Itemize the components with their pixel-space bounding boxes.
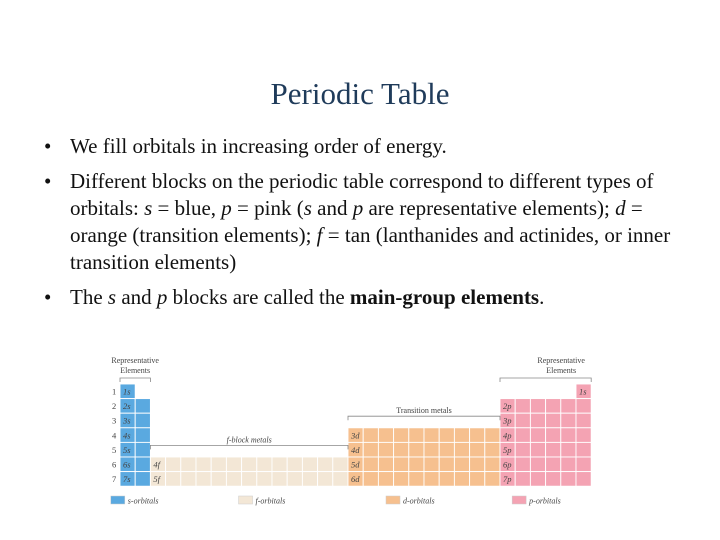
p-block-cell xyxy=(546,442,561,457)
bullet-text: We fill orbitals in increasing order of energy. xyxy=(70,134,447,158)
bullet-dot: • xyxy=(44,169,52,193)
p-block-cell xyxy=(561,442,576,457)
s-block-cell xyxy=(135,442,150,457)
d-block-cell xyxy=(394,428,409,443)
d-orbital-label: 6d xyxy=(351,474,360,485)
s-orbital-label: 7s xyxy=(123,474,131,485)
s-block-cell xyxy=(135,472,150,487)
legend-label: f-orbitals xyxy=(255,496,286,506)
d-block-cell xyxy=(454,442,469,457)
p-block-cell xyxy=(576,428,591,443)
f-block-cell xyxy=(166,472,181,487)
f-block-cell xyxy=(272,457,287,472)
f-block-cell xyxy=(211,472,226,487)
d-orbital-label: 4d xyxy=(351,444,360,455)
p-block-cell xyxy=(530,413,545,428)
f-block-cell xyxy=(196,457,211,472)
f-block-cell xyxy=(242,472,257,487)
period-number: 7 xyxy=(112,474,117,485)
f-block-label: f-block metals xyxy=(226,435,272,445)
f-block-cell xyxy=(302,472,317,487)
d-block-cell xyxy=(424,428,439,443)
s-orbital-label: 4s xyxy=(123,430,131,441)
s-orbital-label: 5s xyxy=(123,444,131,455)
representative-bracket-right xyxy=(500,378,591,382)
p-orbital-label: 5p xyxy=(503,444,512,455)
d-block-cell xyxy=(485,457,500,472)
s-block-cell xyxy=(135,428,150,443)
f-block-cell xyxy=(166,457,181,472)
p-block-cell xyxy=(515,428,530,443)
d-block-cell xyxy=(409,428,424,443)
f-block-cell xyxy=(318,472,333,487)
p-block-cell xyxy=(515,413,530,428)
d-block-cell xyxy=(454,428,469,443)
f-orbital-label: 4f xyxy=(153,459,161,470)
s-orbital-label: 6s xyxy=(123,459,131,470)
period-number: 2 xyxy=(112,401,117,412)
d-block-cell xyxy=(485,442,500,457)
d-block-cell xyxy=(485,428,500,443)
f-block-cell xyxy=(181,472,196,487)
period-number: 6 xyxy=(112,459,117,470)
d-block-cell xyxy=(439,472,454,487)
f-block-cell xyxy=(226,472,241,487)
d-block-cell xyxy=(470,428,485,443)
period-number: 4 xyxy=(112,430,117,441)
transition-bracket xyxy=(348,416,500,420)
bullet-text: Different blocks on the periodic table correspond to different types of orbitals: s = blue, p = pink (s and p are representative elements); d = orange (transition elements); f = tan (lanthanides and actinides, or inner transition elements) xyxy=(70,169,671,274)
f-block-cell xyxy=(333,457,348,472)
f-block-cell xyxy=(242,457,257,472)
f-block-cell xyxy=(287,472,302,487)
f-block-cell xyxy=(181,457,196,472)
p-block-cell xyxy=(530,457,545,472)
p-block-cell xyxy=(576,399,591,414)
d-orbital-label: 5d xyxy=(351,459,360,470)
transition-metals-label: Transition metals xyxy=(396,406,452,416)
f-block-cell xyxy=(257,457,272,472)
p-block-cell xyxy=(530,428,545,443)
d-block-cell xyxy=(454,472,469,487)
legend-label: d-orbitals xyxy=(403,496,435,506)
legend-label: p-orbitals xyxy=(529,496,561,506)
legend-swatch xyxy=(111,496,125,504)
p-block-cell xyxy=(576,457,591,472)
d-block-cell xyxy=(424,472,439,487)
d-block-cell xyxy=(378,457,393,472)
d-block-cell xyxy=(378,472,393,487)
d-block-cell xyxy=(439,442,454,457)
p-block-cell xyxy=(561,413,576,428)
s-block-cell xyxy=(135,413,150,428)
p-orbital-label: 3p xyxy=(503,415,512,426)
f-orbital-label: 5f xyxy=(153,474,161,485)
d-block-cell xyxy=(363,457,378,472)
p-orbital-label: 4p xyxy=(503,430,512,441)
f-block-bracket xyxy=(150,445,348,449)
d-orbital-label: 3d xyxy=(351,430,360,441)
d-block-cell xyxy=(439,457,454,472)
representative-label-left: Representative xyxy=(111,356,159,365)
s-block-cell xyxy=(135,399,150,414)
d-block-cell xyxy=(363,428,378,443)
d-block-cell xyxy=(378,442,393,457)
d-block-cell xyxy=(394,472,409,487)
f-block-cell xyxy=(257,472,272,487)
bullet-dot: • xyxy=(44,285,52,309)
period-number: 3 xyxy=(112,415,117,426)
d-block-cell xyxy=(363,442,378,457)
p-block-cell xyxy=(515,457,530,472)
f-block-cell xyxy=(318,457,333,472)
f-block-cell xyxy=(302,457,317,472)
d-block-cell xyxy=(454,457,469,472)
slide-title: Periodic Table xyxy=(270,76,450,111)
legend-swatch xyxy=(386,496,400,504)
f-block-cell xyxy=(211,457,226,472)
representative-bracket-left xyxy=(120,378,150,382)
d-block-cell xyxy=(424,457,439,472)
bullet-dot: • xyxy=(44,134,52,158)
d-block-cell xyxy=(485,472,500,487)
p-orbital-label: 6p xyxy=(503,459,512,470)
p-block-cell xyxy=(546,399,561,414)
d-block-cell xyxy=(470,457,485,472)
legend-label: s-orbitals xyxy=(127,496,159,506)
d-block-cell xyxy=(409,442,424,457)
p-block-cell xyxy=(515,472,530,487)
d-block-cell xyxy=(394,442,409,457)
s-orbital-label: 2s xyxy=(123,401,131,412)
representative-label-right: Representative xyxy=(537,356,585,365)
p-block-cell xyxy=(530,472,545,487)
f-block-cell xyxy=(196,472,211,487)
p-block-cell xyxy=(561,472,576,487)
d-block-cell xyxy=(394,457,409,472)
p-block-cell xyxy=(546,413,561,428)
p-block-cell xyxy=(530,399,545,414)
p-block-cell xyxy=(561,457,576,472)
d-block-cell xyxy=(470,472,485,487)
d-block-cell xyxy=(409,472,424,487)
p-orbital-label: 2p xyxy=(503,401,512,412)
f-block-cell xyxy=(272,472,287,487)
p-block-cell xyxy=(546,472,561,487)
p-orbital-label: 1s xyxy=(579,386,587,397)
p-block-cell xyxy=(515,442,530,457)
s-block-cell xyxy=(135,457,150,472)
p-block-cell xyxy=(576,472,591,487)
p-block-cell xyxy=(576,413,591,428)
bullet-text: The s and p blocks are called the main-group elements. xyxy=(70,285,545,309)
p-block-cell xyxy=(530,442,545,457)
period-number: 5 xyxy=(112,444,117,455)
p-block-cell xyxy=(546,428,561,443)
d-block-cell xyxy=(424,442,439,457)
f-block-cell xyxy=(287,457,302,472)
s-orbital-label: 3s xyxy=(123,415,131,426)
p-block-cell xyxy=(546,457,561,472)
p-block-cell xyxy=(515,399,530,414)
f-block-cell xyxy=(333,472,348,487)
p-block-cell xyxy=(576,442,591,457)
period-number: 1 xyxy=(112,386,117,397)
f-block-cell xyxy=(226,457,241,472)
d-block-cell xyxy=(409,457,424,472)
d-block-cell xyxy=(470,442,485,457)
representative-label-right: Elements xyxy=(546,366,577,375)
s-orbital-label: 1s xyxy=(123,386,131,397)
representative-label-left: Elements xyxy=(120,366,151,375)
legend-swatch xyxy=(512,496,526,504)
d-block-cell xyxy=(378,428,393,443)
legend-swatch xyxy=(239,496,253,504)
p-orbital-label: 7p xyxy=(503,474,512,485)
d-block-cell xyxy=(439,428,454,443)
p-block-cell xyxy=(561,399,576,414)
d-block-cell xyxy=(363,472,378,487)
p-block-cell xyxy=(561,428,576,443)
